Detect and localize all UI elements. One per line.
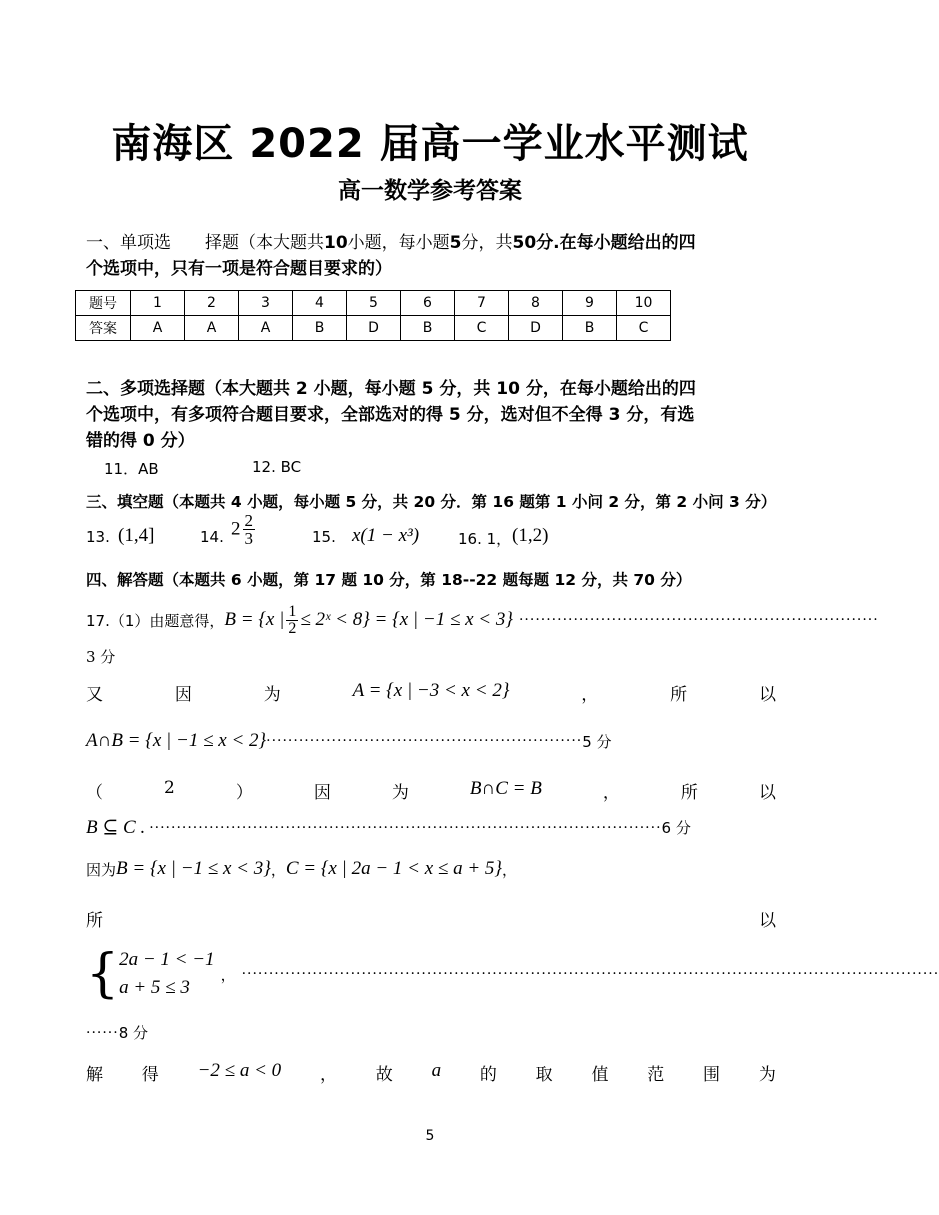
table-cell: 5 [347,291,401,316]
word: 的 [479,1065,497,1085]
table-row [76,291,671,316]
page-title: 南海区 2022 届高一学业水平测试 [111,121,749,167]
condition: B∩C = B [469,778,542,799]
leader-dots: ·································································· [518,612,879,628]
table-cell: 3 [239,291,293,316]
set-c: C = {x | 2a − 1 < x ≤ a + 5} [285,858,502,879]
word: （ [86,783,103,803]
word: ， [581,685,599,705]
section1-heading [86,228,696,253]
word: ） [235,783,253,803]
word: ， [602,783,620,803]
section1-heading-line2: 个选项中，只有一项是符合题目要求的） [86,259,392,279]
subset-result: B ⊆ C . [86,817,146,838]
q13-answer: (1,4] [118,525,155,546]
table-cell: 2 [185,291,239,316]
q14-numerator: 2 [244,511,253,530]
set-a: A = {x | −3 < x < 2} [352,680,510,701]
q13-label: 13. [86,528,110,546]
q14-denominator: 3 [244,529,253,548]
q17-line1 [86,600,879,640]
q17-fraction [286,604,298,637]
word: 取 [535,1065,553,1085]
table-cell: B [563,316,617,341]
word: 围 [703,1065,721,1085]
q16-answer: (1,2) [512,525,549,546]
section1-heading-part: 分，共 [461,233,513,253]
table-cell: 4 [293,291,347,316]
q15-label: 15. [312,528,336,546]
word: 所 [670,685,688,705]
system-line [86,944,939,1004]
score8-line [86,1022,148,1043]
q17-set-b-left: B = {x | [224,609,285,630]
word: 以 [758,783,776,803]
q14-label: 14. [200,528,224,546]
table-cell: 6 [401,291,455,316]
table-cell: C [455,316,509,341]
because-line [86,680,776,705]
q17-set-b-right: ≤ 2ˣ < 8} = {x | −1 ≤ x < 3} [300,609,513,630]
table-header-cell: 题号 [76,291,131,316]
section1-heading-part: 10 [324,233,348,253]
equation-1: 2a − 1 < −1 [119,948,215,970]
word: 又 [86,685,103,705]
q16-label: 16. 1， [458,530,512,548]
word: 所 [680,783,698,803]
q17-frac-num: 1 [288,602,297,620]
so-line [86,906,776,931]
section1-heading-part: 50 [512,233,537,253]
intersection-line [86,730,612,752]
solution-range: −2 ≤ a < 0 [197,1060,282,1081]
score-6: 6 分 [661,819,691,837]
table-cell: D [347,316,401,341]
section2-heading-line3: 错的得 0 分） [86,431,195,451]
word: 2 [164,778,175,798]
word: 以 [759,685,776,705]
section3-heading: 三、填空题（本题共 4 小题，每小题 5 分，共 20 分．第 16 题第 1 小问 2 分，第 2 小问 3 分） [86,493,777,511]
table-cell: B [401,316,455,341]
word: 故 [375,1065,393,1085]
section1-heading-part: 一、单项选 择题（本大题共 [86,233,324,253]
table-cell: A [131,316,185,341]
table-cell: A [185,316,239,341]
table-header-cell: 答案 [76,316,131,341]
word: ， [319,1065,337,1085]
part2-line [86,778,776,803]
table-cell: 7 [455,291,509,316]
q14-whole: 2 [231,518,241,540]
leader-dots: ································································································································ [241,966,939,982]
intersection-result: A∩B = {x | −1 ≤ x < 2} [86,730,267,751]
brace-icon: { [86,944,120,1004]
section1-heading-part: 小题，每小题 [347,233,450,253]
solve-line [86,1060,776,1085]
q14-fraction [243,512,256,547]
q14-answer [231,512,257,547]
separator: ， [220,965,236,984]
table-cell: 8 [509,291,563,316]
word: 得 [141,1065,159,1085]
answer-q12: 12. BC [252,458,302,476]
q17-frac-den: 2 [288,619,297,637]
table-cell: D [509,316,563,341]
table-cell: 9 [563,291,617,316]
section1-heading-part: 5 [449,233,462,253]
word: 所 [86,911,103,931]
word: 为 [391,783,409,803]
page-number: 5 [425,1128,435,1144]
answer-table [75,290,671,341]
leader-dots: ······························································································ [149,819,662,836]
leader-dots: ······ [86,1024,119,1041]
table-cell: C [617,316,671,341]
word: 范 [647,1065,665,1085]
variable-a: a [431,1060,442,1081]
word: 为 [263,685,281,705]
system-equations [119,946,214,1003]
equation-2: a + 5 ≤ 3 [119,977,190,998]
because2-line [86,858,517,880]
table-cell: A [239,316,293,341]
table-cell: 10 [617,291,671,316]
set-b: B = {x | −1 ≤ x < 3} [116,858,271,879]
section2-heading-line1: 二、多项选择题（本大题共 2 小题，每小题 5 分，共 10 分，在每小题给出的四 [86,379,696,399]
section1-heading-part: 分.在每小题给出的四 [536,233,696,253]
word: 解 [86,1065,103,1085]
q17-intro: 17.（1）由题意得， [86,611,225,630]
word: 为 [758,1065,776,1085]
section4-heading: 四、解答题（本题共 6 小题，第 17 题 10 分，第 18--22 题每题 12 分，共 70 分） [86,571,692,589]
because2-label: 因为 [86,860,117,879]
table-cell: B [293,316,347,341]
answer-q11: 11．AB [104,460,159,478]
word: 值 [591,1065,609,1085]
score-3: 3 分 [86,648,116,666]
separator: ， [502,860,518,879]
word: 以 [759,911,776,931]
subset-line [86,816,691,839]
table-cell: 1 [131,291,185,316]
word: 因 [174,685,192,705]
leader-dots: ·························································· [266,733,583,749]
section2-heading-line2: 个选项中，有多项符合题目要求，全部选对的得 5 分，选对但不全得 3 分，有选 [86,405,695,425]
table-row [76,316,671,341]
score-8: 8 分 [118,1024,149,1042]
q15-answer: x(1 − x³) [352,525,420,546]
separator: ， [270,860,286,879]
word: 因 [313,783,331,803]
score-5: 5 分 [582,732,612,751]
page-subtitle: 高一数学参考答案 [338,178,522,204]
